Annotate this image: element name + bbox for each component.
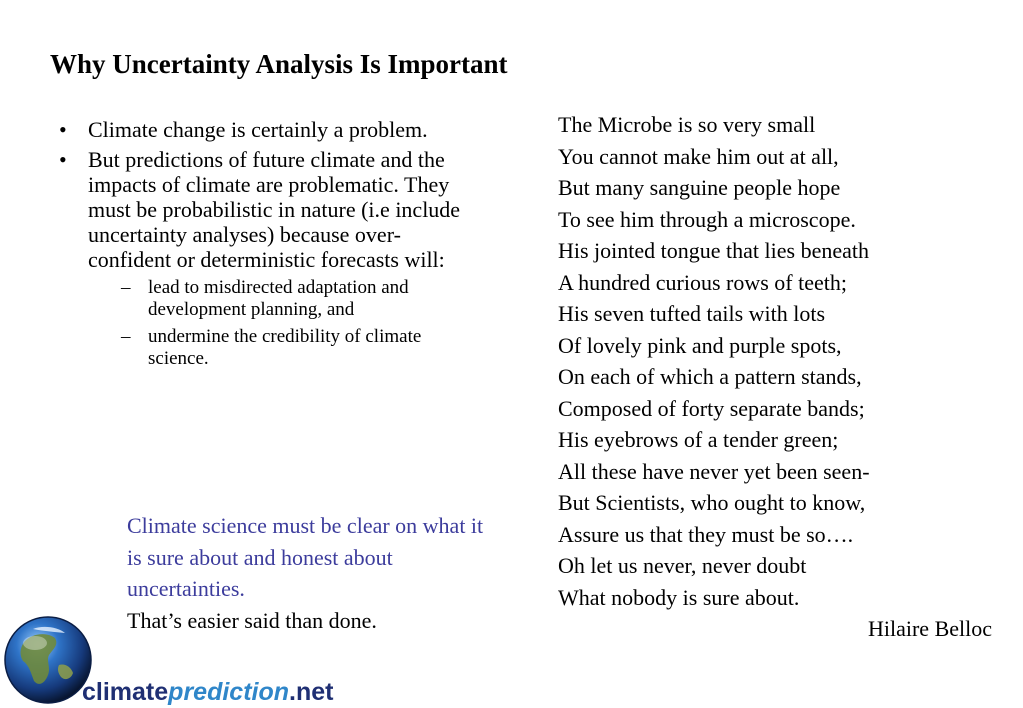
- bullet-item: [58, 117, 483, 142]
- closing-note: [127, 510, 487, 636]
- poem-line: His jointed tongue that lies beneath: [558, 238, 869, 263]
- poem-line: His seven tufted tails with lots: [558, 301, 826, 326]
- poem-line: To see him through a microscope.: [558, 206, 856, 232]
- globe-icon: [3, 615, 93, 705]
- slide-title: Why Uncertainty Analysis Is Important: [50, 49, 508, 79]
- bullet-item: [58, 147, 483, 370]
- poem-line: Assure us that they must be so….: [558, 521, 854, 547]
- note-highlight: Climate science must be clear on what it is sure about and honest about uncertainties.: [127, 513, 484, 601]
- logo-part-prediction: prediction: [168, 678, 290, 706]
- sub-bullet-item: – undermine the credibility of climate science.: [88, 326, 483, 370]
- climateprediction-logo: [82, 678, 333, 706]
- poem-line: But Scientists, who ought to know,: [558, 490, 866, 515]
- note-plain: That’s easier said than done.: [127, 607, 377, 633]
- logo-part-net: .net: [289, 678, 334, 706]
- bullet-text: But predictions of future climate and the impacts of climate are problematic. They must be probabilistic in nature (i.e include uncertainty analyses) because over-confident or deterministic forecasts will:: [88, 147, 461, 272]
- poem-line: Of lovely pink and purple spots,: [558, 332, 842, 358]
- poem-line: Oh let us never, never doubt: [558, 553, 807, 578]
- poem-line: What nobody is sure about.: [558, 584, 800, 610]
- bullet-list: [58, 117, 483, 375]
- sub-bullet-list: [88, 277, 483, 370]
- poem-line: On each of which a pattern stands,: [558, 364, 862, 389]
- sub-bullet-item: – lead to misdirected adaptation and development planning, and: [88, 277, 483, 321]
- poem-line: His eyebrows of a tender green;: [558, 427, 839, 452]
- bullet-text: Climate change is certainly a problem.: [88, 117, 428, 142]
- poem-line: The Microbe is so very small: [558, 112, 816, 137]
- poem-line: A hundred curious rows of teeth;: [558, 269, 847, 295]
- poem-author: Hilaire Belloc: [867, 616, 992, 641]
- poem-line: All these have never yet been seen-: [558, 458, 870, 484]
- logo-part-climate: climate: [82, 678, 169, 706]
- poem-line: You cannot make him out at all,: [558, 143, 839, 169]
- poem: [558, 109, 998, 645]
- poem-line: Composed of forty separate bands;: [558, 395, 865, 421]
- poem-line: But many sanguine people hope: [558, 175, 841, 200]
